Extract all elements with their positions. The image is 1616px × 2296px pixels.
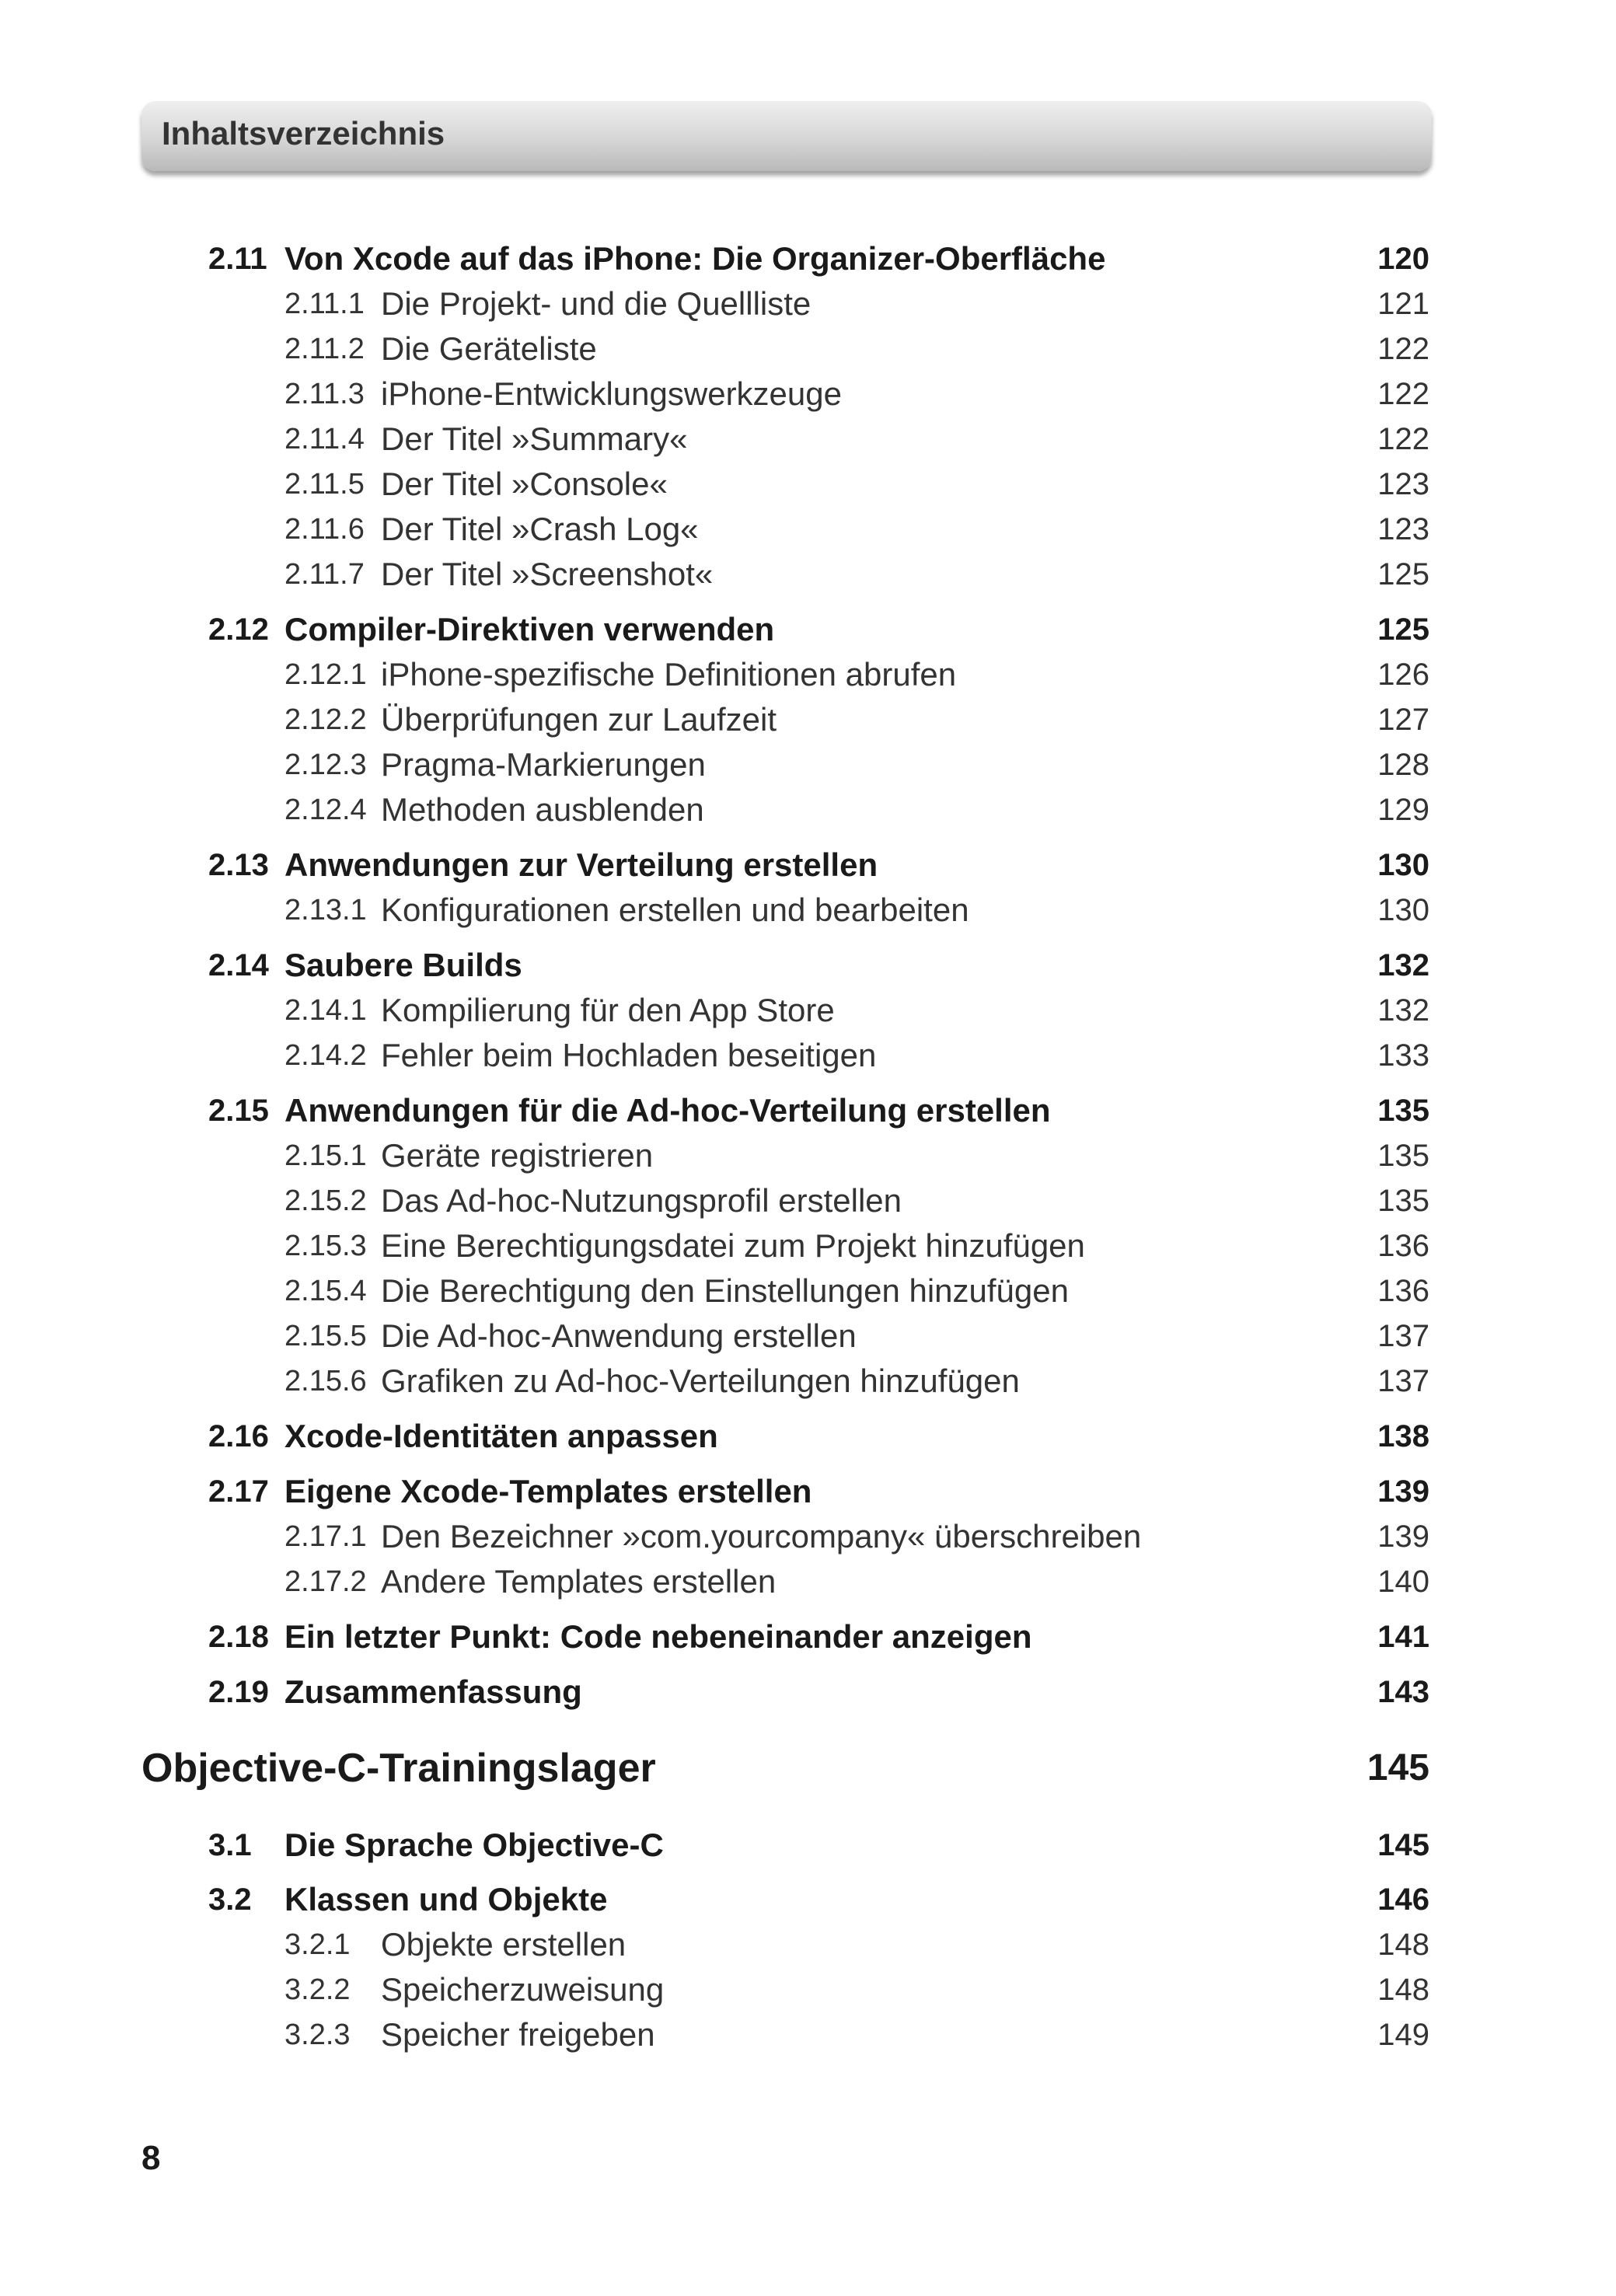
toc-section-entry bbox=[0, 1415, 1616, 1458]
toc-entry-number: 2.12.3 bbox=[284, 748, 367, 781]
toc-entry-title: Andere Templates erstellen bbox=[381, 1563, 777, 1600]
toc-entry-title: Die Projekt- und die Quellliste bbox=[381, 285, 811, 322]
toc-entry-title: Überprüfungen zur Laufzeit bbox=[381, 701, 777, 738]
toc-entry-page: 122 bbox=[1377, 332, 1429, 366]
toc-entry-page: 132 bbox=[1377, 993, 1429, 1028]
toc-entry-page: 146 bbox=[1377, 1883, 1429, 1917]
toc-entry-title: Anwendungen für die Ad-hoc-Verteilung erstellen bbox=[284, 1092, 1051, 1129]
toc-entry-number: 3.1 bbox=[208, 1828, 252, 1862]
toc-entry-page: 123 bbox=[1377, 467, 1429, 501]
toc-entry-title: Pragma-Markierungen bbox=[381, 746, 706, 783]
toc-entry-title: Ein letzter Punkt: Code nebeneinander anzeigen bbox=[284, 1618, 1032, 1655]
toc-subsection-entry bbox=[0, 417, 1616, 461]
toc-entry-page: 120 bbox=[1377, 242, 1429, 276]
toc-entry-page: 121 bbox=[1377, 287, 1429, 321]
toc-section-entry bbox=[0, 1823, 1616, 1867]
toc-entry-page: 149 bbox=[1377, 2018, 1429, 2052]
toc-entry-number: 2.15.2 bbox=[284, 1185, 367, 1217]
toc-entry-page: 140 bbox=[1377, 1565, 1429, 1599]
toc-entry-page: 122 bbox=[1377, 377, 1429, 411]
page-number: 8 bbox=[141, 2139, 161, 2177]
toc-entry-page: 136 bbox=[1377, 1274, 1429, 1308]
toc-entry-page: 123 bbox=[1377, 512, 1429, 546]
toc-section-entry bbox=[0, 1878, 1616, 1921]
toc-entry-page: 141 bbox=[1377, 1620, 1429, 1654]
toc-entry-title: Der Titel »Screenshot« bbox=[381, 556, 714, 592]
toc-entry-number: 2.15 bbox=[208, 1094, 269, 1128]
toc-subsection-entry bbox=[0, 1314, 1616, 1358]
toc-entry-number: 2.15.1 bbox=[284, 1139, 367, 1172]
toc-entry-page: 133 bbox=[1377, 1038, 1429, 1073]
toc-entry-page: 135 bbox=[1377, 1139, 1429, 1173]
toc-subsection-entry bbox=[0, 327, 1616, 371]
toc-subsection-entry bbox=[0, 1968, 1616, 2012]
toc-subsection-entry bbox=[0, 698, 1616, 741]
toc-entry-title: Zusammenfassung bbox=[284, 1673, 582, 1710]
toc-entry-number: 2.11.5 bbox=[284, 468, 365, 501]
toc-entry-number: 2.18 bbox=[208, 1620, 269, 1654]
toc-entry-number: 2.14 bbox=[208, 948, 269, 982]
toc-subsection-entry bbox=[0, 1515, 1616, 1558]
toc-subsection-entry bbox=[0, 743, 1616, 787]
toc-entry-page: 129 bbox=[1377, 793, 1429, 827]
toc-entry-number: 2.11 bbox=[208, 242, 267, 276]
toc-entry-title: Methoden ausblenden bbox=[381, 791, 704, 828]
toc-entry-title: Klassen und Objekte bbox=[284, 1881, 608, 1917]
toc-section-entry bbox=[0, 237, 1616, 281]
toc-entry-page: 139 bbox=[1377, 1474, 1429, 1509]
toc-entry-page: 148 bbox=[1377, 1973, 1429, 2007]
toc-entry-page: 148 bbox=[1377, 1928, 1429, 1962]
toc-entry-page: 130 bbox=[1377, 893, 1429, 927]
toc-entry-page: 125 bbox=[1377, 557, 1429, 591]
toc-entry-page: 122 bbox=[1377, 422, 1429, 456]
toc-entry-number: 2.15.5 bbox=[284, 1320, 367, 1352]
toc-entry-page: 139 bbox=[1377, 1520, 1429, 1554]
toc-entry-number: 2.12.1 bbox=[284, 658, 367, 691]
toc-entry-number: 2.19 bbox=[208, 1675, 269, 1709]
toc-entry-page: 145 bbox=[1366, 1747, 1429, 1788]
toc-entry-title: Kompilierung für den App Store bbox=[381, 992, 835, 1028]
toc-entry-title: Die Berechtigung den Einstellungen hinzufügen bbox=[381, 1272, 1069, 1309]
toc-section-entry bbox=[0, 1089, 1616, 1132]
toc-subsection-entry bbox=[0, 788, 1616, 832]
toc-subsection-entry bbox=[0, 1034, 1616, 1077]
toc-entry-title: Speicher freigeben bbox=[381, 2016, 655, 2053]
toc-entry-number: 2.13 bbox=[208, 848, 269, 882]
toc-subsection-entry bbox=[0, 508, 1616, 551]
toc-entry-number: 2.15.3 bbox=[284, 1230, 367, 1262]
toc-subsection-entry bbox=[0, 2013, 1616, 2057]
toc-subsection-entry bbox=[0, 1923, 1616, 1966]
toc-entry-page: 143 bbox=[1377, 1675, 1429, 1709]
toc-subsection-entry bbox=[0, 372, 1616, 416]
toc-entry-title: Eine Berechtigungsdatei zum Projekt hinzufügen bbox=[381, 1227, 1085, 1264]
toc-section-entry bbox=[0, 1615, 1616, 1659]
toc-entry-number: 2.17 bbox=[208, 1474, 269, 1509]
toc-entry-number: 2.14.2 bbox=[284, 1039, 367, 1072]
toc-entry-number: 2.11.7 bbox=[284, 558, 365, 591]
toc-subsection-entry bbox=[0, 462, 1616, 506]
toc-entry-title: Geräte registrieren bbox=[381, 1137, 654, 1174]
toc-entry-title: Grafiken zu Ad-hoc-Verteilungen hinzufügen bbox=[381, 1363, 1020, 1399]
toc-entry-number: 2.14.1 bbox=[284, 994, 367, 1027]
toc-entry-number: 3.2.2 bbox=[284, 1973, 351, 2006]
toc-subsection-entry bbox=[0, 553, 1616, 596]
toc-entry-page: 132 bbox=[1377, 948, 1429, 982]
toc-entry-title: iPhone-spezifische Definitionen abrufen bbox=[381, 656, 957, 693]
toc-subsection-entry bbox=[0, 1179, 1616, 1223]
toc-entry-title: Xcode-Identitäten anpassen bbox=[284, 1418, 718, 1454]
toc-entry-title: Die Geräteliste bbox=[381, 330, 597, 367]
toc-entry-title: Compiler-Direktiven verwenden bbox=[284, 611, 775, 647]
toc-entry-page: 136 bbox=[1377, 1229, 1429, 1263]
toc-entry-number: 2.13.1 bbox=[284, 894, 367, 926]
toc-entry-page: 138 bbox=[1377, 1419, 1429, 1453]
toc-entry-number: 2.11.3 bbox=[284, 378, 365, 410]
toc-entry-number: 2.17.1 bbox=[284, 1520, 367, 1553]
toc-entry-title: Das Ad-hoc-Nutzungsprofil erstellen bbox=[381, 1182, 902, 1219]
toc-chapter-entry bbox=[0, 1741, 1616, 1795]
toc-entry-page: 135 bbox=[1377, 1094, 1429, 1128]
toc-section-entry bbox=[0, 843, 1616, 887]
toc-entry-title: Objekte erstellen bbox=[381, 1926, 627, 1963]
toc-section-entry bbox=[0, 1670, 1616, 1714]
toc-entry-title: Speicherzuweisung bbox=[381, 1971, 665, 2008]
toc-entry-page: 145 bbox=[1377, 1828, 1429, 1862]
toc-section-entry bbox=[0, 1470, 1616, 1513]
toc-entry-page: 137 bbox=[1377, 1319, 1429, 1353]
toc-subsection-entry bbox=[0, 1269, 1616, 1313]
toc-entry-page: 125 bbox=[1377, 612, 1429, 647]
toc-entry-number: 2.12 bbox=[208, 612, 269, 647]
toc-section-entry bbox=[0, 944, 1616, 987]
toc-subsection-entry bbox=[0, 1134, 1616, 1178]
toc-subsection-entry bbox=[0, 1560, 1616, 1603]
toc-entry-title: Fehler beim Hochladen beseitigen bbox=[381, 1037, 877, 1073]
toc-subsection-entry bbox=[0, 1359, 1616, 1403]
toc-entry-title: Objective-C-Trainingslager bbox=[141, 1746, 656, 1791]
toc-entry-title: Der Titel »Summary« bbox=[381, 420, 688, 457]
toc-section-entry bbox=[0, 608, 1616, 651]
toc-entry-number: 3.2.1 bbox=[284, 1928, 351, 1961]
toc-entry-number: 2.11.6 bbox=[284, 513, 365, 546]
toc-entry-number: 2.16 bbox=[208, 1419, 269, 1453]
toc-entry-title: Den Bezeichner »com.yourcompany« überschreiben bbox=[381, 1518, 1142, 1555]
toc-entry-number: 2.15.6 bbox=[284, 1365, 367, 1397]
toc-entry-page: 127 bbox=[1377, 703, 1429, 737]
toc-entry-number: 2.11.1 bbox=[284, 288, 365, 320]
toc-entry-title: Saubere Builds bbox=[284, 947, 522, 983]
toc-entry-number: 2.11.2 bbox=[284, 333, 365, 365]
toc-entry-page: 126 bbox=[1377, 658, 1429, 692]
toc-entry-title: Anwendungen zur Verteilung erstellen bbox=[284, 846, 878, 883]
toc-entry-page: 137 bbox=[1377, 1364, 1429, 1398]
toc-entry-number: 3.2 bbox=[208, 1883, 252, 1917]
toc-entry-number: 2.12.2 bbox=[284, 703, 367, 736]
toc-subsection-entry bbox=[0, 888, 1616, 932]
toc-entry-title: Die Sprache Objective-C bbox=[284, 1827, 664, 1863]
toc-entry-title: Konfigurationen erstellen und bearbeiten bbox=[381, 892, 969, 928]
toc-entry-page: 128 bbox=[1377, 748, 1429, 782]
toc-entry-title: Von Xcode auf das iPhone: Die Organizer-Oberfläche bbox=[284, 240, 1106, 277]
toc-entry-number: 2.12.4 bbox=[284, 794, 367, 826]
running-header-title: Inhaltsverzeichnis bbox=[162, 115, 445, 152]
toc-subsection-entry bbox=[0, 653, 1616, 696]
toc-subsection-entry bbox=[0, 1224, 1616, 1268]
toc-entry-number: 2.11.4 bbox=[284, 423, 365, 455]
toc-entry-page: 130 bbox=[1377, 848, 1429, 882]
toc-entry-title: Der Titel »Console« bbox=[381, 466, 668, 502]
running-header-bar bbox=[141, 101, 1432, 171]
toc-entry-number: 2.15.4 bbox=[284, 1275, 367, 1307]
toc-entry-number: 3.2.3 bbox=[284, 2019, 351, 2051]
toc-entry-page: 135 bbox=[1377, 1184, 1429, 1218]
toc-entry-title: Die Ad-hoc-Anwendung erstellen bbox=[381, 1317, 857, 1354]
toc-subsection-entry bbox=[0, 989, 1616, 1032]
toc-entry-title: Eigene Xcode-Templates erstellen bbox=[284, 1473, 812, 1509]
toc-entry-title: iPhone-Entwicklungswerkzeuge bbox=[381, 375, 842, 412]
toc-subsection-entry bbox=[0, 282, 1616, 326]
toc-entry-title: Der Titel »Crash Log« bbox=[381, 511, 699, 547]
toc-entry-number: 2.17.2 bbox=[284, 1565, 367, 1598]
